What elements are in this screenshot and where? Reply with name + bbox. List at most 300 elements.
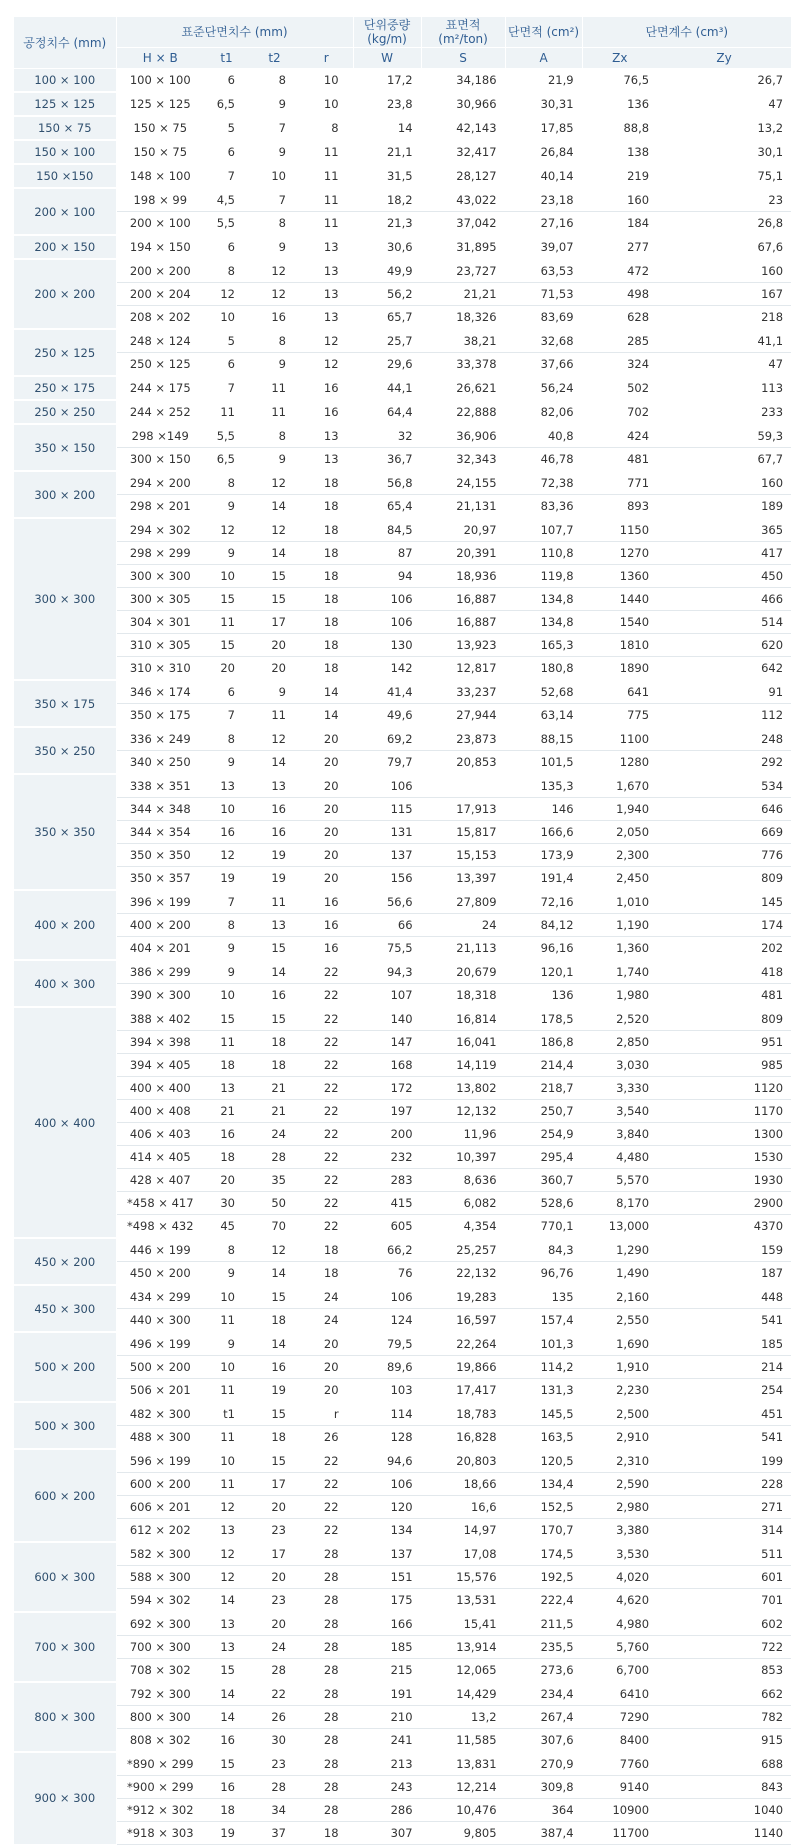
table-body xyxy=(14,69,791,1845)
cell-r: 18 xyxy=(300,1262,353,1286)
cell-a: 192,5 xyxy=(505,1566,582,1589)
cell-r: 16 xyxy=(300,400,353,424)
table-row xyxy=(14,542,791,565)
table-row xyxy=(14,1123,791,1146)
cell-t2: 19 xyxy=(249,867,300,891)
cell-t2: 20 xyxy=(249,1496,300,1519)
cell-w: 172 xyxy=(353,1077,421,1100)
cell-t2: 17 xyxy=(249,1542,300,1566)
cell-t1: 7 xyxy=(204,164,249,188)
cell-t2: 19 xyxy=(249,1379,300,1403)
cell-zy: 233 xyxy=(657,400,791,424)
cell-r: 28 xyxy=(300,1729,353,1753)
cell-w: 142 xyxy=(353,657,421,681)
cell-t1: 13 xyxy=(204,774,249,798)
cell-zy: 228 xyxy=(657,1473,791,1496)
cell-s: 15,41 xyxy=(421,1612,505,1636)
cell-s: 33,378 xyxy=(421,353,505,377)
cell-w: 56,2 xyxy=(353,283,421,306)
cell-a: 84,12 xyxy=(505,914,582,937)
cell-s: 36,906 xyxy=(421,424,505,448)
cell-a: 52,68 xyxy=(505,680,582,704)
cell-t2: 15 xyxy=(249,1285,300,1309)
cell-a: 157,4 xyxy=(505,1309,582,1333)
cell-t1: 10 xyxy=(204,798,249,821)
cell-s: 20,803 xyxy=(421,1449,505,1473)
cell-r: 22 xyxy=(300,960,353,984)
cell-zx: 1540 xyxy=(582,611,657,634)
table-row xyxy=(14,1612,791,1636)
cell-zx: 88,8 xyxy=(582,116,657,140)
cell-r: 24 xyxy=(300,1309,353,1333)
cell-t2: 12 xyxy=(249,471,300,495)
cell-zx: 472 xyxy=(582,259,657,283)
cell-a: 235,5 xyxy=(505,1636,582,1659)
cell-r: 18 xyxy=(300,471,353,495)
cell-zx: 10900 xyxy=(582,1799,657,1822)
table-row xyxy=(14,751,791,775)
cell-s: 13,397 xyxy=(421,867,505,891)
cell-t2: 12 xyxy=(249,518,300,542)
table-row xyxy=(14,798,791,821)
cell-zy: 688 xyxy=(657,1752,791,1776)
cell-t1: 5 xyxy=(204,329,249,353)
cell-hxb: 428 × 407 xyxy=(116,1169,204,1192)
cell-w: 32 xyxy=(353,424,421,448)
cell-zy: 187 xyxy=(657,1262,791,1286)
cell-zy: 67,6 xyxy=(657,235,791,259)
cell-t2: 14 xyxy=(249,542,300,565)
cell-zy: 1040 xyxy=(657,1799,791,1822)
cell-r: 13 xyxy=(300,283,353,306)
table-row xyxy=(14,867,791,891)
cell-t1: 6 xyxy=(204,69,249,93)
cell-zx: 285 xyxy=(582,329,657,353)
cell-t2: 28 xyxy=(249,1659,300,1683)
cell-s: 20,853 xyxy=(421,751,505,775)
cell-s: 11,96 xyxy=(421,1123,505,1146)
cell-t1: 6 xyxy=(204,353,249,377)
cell-w: 151 xyxy=(353,1566,421,1589)
nominal-size-cell: 400 × 200 xyxy=(14,890,116,960)
cell-s: 12,214 xyxy=(421,1776,505,1799)
cell-s: 16,828 xyxy=(421,1426,505,1450)
cell-t2: 9 xyxy=(249,235,300,259)
cell-s: 25,257 xyxy=(421,1238,505,1262)
cell-zx: 3,530 xyxy=(582,1542,657,1566)
cell-w: 197 xyxy=(353,1100,421,1123)
cell-r: 18 xyxy=(300,495,353,519)
cell-hxb: 300 × 300 xyxy=(116,565,204,588)
cell-hxb: 582 × 300 xyxy=(116,1542,204,1566)
cell-t2: 15 xyxy=(249,937,300,961)
cell-t1: 11 xyxy=(204,400,249,424)
cell-zx: 2,850 xyxy=(582,1031,657,1054)
cell-hxb: *458 × 417 xyxy=(116,1192,204,1215)
cell-w: 75,5 xyxy=(353,937,421,961)
cell-hxb: 350 × 175 xyxy=(116,704,204,728)
cell-t2: 9 xyxy=(249,680,300,704)
table-row xyxy=(14,634,791,657)
cell-a: 166,6 xyxy=(505,821,582,844)
table-row xyxy=(14,1426,791,1450)
cell-zy: 13,2 xyxy=(657,116,791,140)
nominal-size-cell: 200 × 100 xyxy=(14,188,116,235)
cell-w: 215 xyxy=(353,1659,421,1683)
cell-zx: 277 xyxy=(582,235,657,259)
cell-zy: 985 xyxy=(657,1054,791,1077)
cell-a: 134,8 xyxy=(505,611,582,634)
cell-t2: 24 xyxy=(249,1636,300,1659)
cell-w: 56,6 xyxy=(353,890,421,914)
cell-a: 152,5 xyxy=(505,1496,582,1519)
cell-t1: 12 xyxy=(204,1496,249,1519)
cell-zy: 701 xyxy=(657,1589,791,1613)
cell-r: 13 xyxy=(300,306,353,330)
cell-s: 27,944 xyxy=(421,704,505,728)
cell-zy: 662 xyxy=(657,1682,791,1706)
cell-t2: 70 xyxy=(249,1215,300,1239)
cell-zx: 2,590 xyxy=(582,1473,657,1496)
nominal-size-cell: 250 × 175 xyxy=(14,376,116,400)
cell-s: 17,08 xyxy=(421,1542,505,1566)
cell-zx: 9140 xyxy=(582,1776,657,1799)
cell-t1: 9 xyxy=(204,937,249,961)
cell-t2: 21 xyxy=(249,1100,300,1123)
cell-r: 22 xyxy=(300,1031,353,1054)
table-row xyxy=(14,400,791,424)
cell-r: 10 xyxy=(300,69,353,93)
cell-r: 14 xyxy=(300,680,353,704)
cell-a: 107,7 xyxy=(505,518,582,542)
cell-a: 214,4 xyxy=(505,1054,582,1077)
cell-r: 13 xyxy=(300,424,353,448)
cell-zy: 646 xyxy=(657,798,791,821)
cell-r: 18 xyxy=(300,565,353,588)
cell-t2: 7 xyxy=(249,116,300,140)
cell-zy: 26,7 xyxy=(657,69,791,93)
cell-s: 32,343 xyxy=(421,448,505,472)
cell-r: 13 xyxy=(300,448,353,472)
cell-r: 20 xyxy=(300,1356,353,1379)
cell-w: 18,2 xyxy=(353,188,421,212)
cell-s: 13,914 xyxy=(421,1636,505,1659)
table-row xyxy=(14,1636,791,1659)
cell-w: 49,9 xyxy=(353,259,421,283)
cell-zy: 809 xyxy=(657,867,791,891)
cell-w: 415 xyxy=(353,1192,421,1215)
table-row xyxy=(14,960,791,984)
subheader-a: A xyxy=(505,48,582,69)
cell-hxb: 692 × 300 xyxy=(116,1612,204,1636)
cell-r: r xyxy=(300,1402,353,1426)
nominal-size-cell: 350 × 175 xyxy=(14,680,116,727)
cell-s: 32,417 xyxy=(421,140,505,164)
cell-t1: 12 xyxy=(204,1542,249,1566)
cell-t2: 11 xyxy=(249,376,300,400)
cell-t1: 16 xyxy=(204,1123,249,1146)
cell-zx: 76,5 xyxy=(582,69,657,93)
cell-s: 14,97 xyxy=(421,1519,505,1543)
cell-a: 114,2 xyxy=(505,1356,582,1379)
cell-w: 131 xyxy=(353,821,421,844)
cell-s: 20,391 xyxy=(421,542,505,565)
cell-zy: 145 xyxy=(657,890,791,914)
cell-a: 360,7 xyxy=(505,1169,582,1192)
cell-hxb: 400 × 408 xyxy=(116,1100,204,1123)
cell-t1: 8 xyxy=(204,471,249,495)
cell-a: 163,5 xyxy=(505,1426,582,1450)
cell-r: 22 xyxy=(300,1215,353,1239)
cell-hxb: 394 × 398 xyxy=(116,1031,204,1054)
cell-zy: 271 xyxy=(657,1496,791,1519)
table-row xyxy=(14,188,791,212)
cell-zx: 2,230 xyxy=(582,1379,657,1403)
cell-zx: 1890 xyxy=(582,657,657,681)
table-row xyxy=(14,164,791,188)
cell-r: 22 xyxy=(300,1519,353,1543)
cell-zy: 620 xyxy=(657,634,791,657)
cell-zy: 1170 xyxy=(657,1100,791,1123)
cell-w: 94,6 xyxy=(353,1449,421,1473)
cell-zx: 184 xyxy=(582,212,657,236)
cell-t2: 30 xyxy=(249,1729,300,1753)
cell-t1: 10 xyxy=(204,1285,249,1309)
cell-hxb: 506 × 201 xyxy=(116,1379,204,1403)
nominal-size-cell: 300 × 300 xyxy=(14,518,116,680)
cell-t1: 12 xyxy=(204,844,249,867)
cell-hxb: 208 × 202 xyxy=(116,306,204,330)
table-row xyxy=(14,1238,791,1262)
cell-w: 66,2 xyxy=(353,1238,421,1262)
cell-w: 106 xyxy=(353,611,421,634)
cell-hxb: 244 × 252 xyxy=(116,400,204,424)
cell-t2: 8 xyxy=(249,329,300,353)
cell-t1: 20 xyxy=(204,657,249,681)
cell-a: 30,31 xyxy=(505,92,582,116)
cell-a: 120,1 xyxy=(505,960,582,984)
cell-t2: 28 xyxy=(249,1776,300,1799)
cell-w: 605 xyxy=(353,1215,421,1239)
cell-w: 87 xyxy=(353,542,421,565)
cell-hxb: 708 × 302 xyxy=(116,1659,204,1683)
table-row xyxy=(14,116,791,140)
cell-t2: 15 xyxy=(249,1449,300,1473)
cell-zx: 3,380 xyxy=(582,1519,657,1543)
cell-hxb: 200 × 200 xyxy=(116,259,204,283)
cell-a: 56,24 xyxy=(505,376,582,400)
cell-zy: 1930 xyxy=(657,1169,791,1192)
cell-t2: 11 xyxy=(249,890,300,914)
cell-zx: 1150 xyxy=(582,518,657,542)
cell-zx: 8,170 xyxy=(582,1192,657,1215)
cell-t1: 16 xyxy=(204,821,249,844)
cell-zy: 534 xyxy=(657,774,791,798)
cell-zx: 2,310 xyxy=(582,1449,657,1473)
cell-s xyxy=(421,774,505,798)
cell-t2: 11 xyxy=(249,704,300,728)
cell-t1: 9 xyxy=(204,1332,249,1356)
table-row xyxy=(14,1192,791,1215)
cell-r: 16 xyxy=(300,937,353,961)
cell-zy: 254 xyxy=(657,1379,791,1403)
cell-a: 23,18 xyxy=(505,188,582,212)
cell-zx: 13,000 xyxy=(582,1215,657,1239)
nominal-size-cell: 350 × 250 xyxy=(14,727,116,774)
cell-r: 18 xyxy=(300,657,353,681)
cell-zx: 2,300 xyxy=(582,844,657,867)
cell-t1: 7 xyxy=(204,890,249,914)
cell-s: 23,873 xyxy=(421,727,505,751)
table-row xyxy=(14,1007,791,1031)
table-row xyxy=(14,611,791,634)
cell-hxb: 298 × 299 xyxy=(116,542,204,565)
cell-r: 28 xyxy=(300,1612,353,1636)
nominal-size-cell: 125 × 125 xyxy=(14,92,116,116)
cell-a: 191,4 xyxy=(505,867,582,891)
table-row xyxy=(14,1215,791,1239)
cell-t2: 8 xyxy=(249,69,300,93)
table-row xyxy=(14,1496,791,1519)
cell-a: 63,14 xyxy=(505,704,582,728)
cell-zx: 1100 xyxy=(582,727,657,751)
cell-r: 28 xyxy=(300,1776,353,1799)
cell-a: 120,5 xyxy=(505,1449,582,1473)
cell-w: 106 xyxy=(353,774,421,798)
cell-t1: 13 xyxy=(204,1077,249,1100)
cell-r: 28 xyxy=(300,1682,353,1706)
cell-zx: 136 xyxy=(582,92,657,116)
cell-hxb: 596 × 199 xyxy=(116,1449,204,1473)
cell-t1: 16 xyxy=(204,1776,249,1799)
cell-t2: 24 xyxy=(249,1123,300,1146)
cell-zx: 1,980 xyxy=(582,984,657,1008)
cell-t2: 13 xyxy=(249,774,300,798)
cell-hxb: *498 × 432 xyxy=(116,1215,204,1239)
cell-w: 17,2 xyxy=(353,69,421,93)
cell-r: 18 xyxy=(300,542,353,565)
table-row xyxy=(14,518,791,542)
cell-t1: 18 xyxy=(204,1054,249,1077)
cell-zy: 160 xyxy=(657,471,791,495)
cell-w: 232 xyxy=(353,1146,421,1169)
table-row xyxy=(14,1799,791,1822)
cell-s: 15,576 xyxy=(421,1566,505,1589)
cell-zy: 809 xyxy=(657,1007,791,1031)
cell-t1: 9 xyxy=(204,542,249,565)
cell-w: 89,6 xyxy=(353,1356,421,1379)
cell-w: 147 xyxy=(353,1031,421,1054)
cell-t1: 4,5 xyxy=(204,188,249,212)
cell-t2: 9 xyxy=(249,353,300,377)
cell-zy: 174 xyxy=(657,914,791,937)
cell-t1: 19 xyxy=(204,1822,249,1845)
cell-a: 295,4 xyxy=(505,1146,582,1169)
cell-w: 134 xyxy=(353,1519,421,1543)
cell-s: 31,895 xyxy=(421,235,505,259)
table-row xyxy=(14,1706,791,1729)
cell-hxb: 400 × 200 xyxy=(116,914,204,937)
cell-zy: 292 xyxy=(657,751,791,775)
cell-t2: 18 xyxy=(249,1054,300,1077)
cell-a: 27,16 xyxy=(505,212,582,236)
cell-zy: 541 xyxy=(657,1426,791,1450)
cell-zy: 91 xyxy=(657,680,791,704)
nominal-size-cell: 150 ×150 xyxy=(14,164,116,188)
cell-zy: 248 xyxy=(657,727,791,751)
cell-r: 20 xyxy=(300,774,353,798)
cell-w: 106 xyxy=(353,588,421,611)
cell-hxb: 150 × 75 xyxy=(116,116,204,140)
header-unit-weight-line2: (kg/m) xyxy=(367,32,407,46)
cell-w: 200 xyxy=(353,1123,421,1146)
cell-t2: 18 xyxy=(249,1031,300,1054)
cell-w: 191 xyxy=(353,1682,421,1706)
table-row xyxy=(14,844,791,867)
cell-zx: 4,020 xyxy=(582,1566,657,1589)
cell-t2: 16 xyxy=(249,984,300,1008)
cell-zx: 424 xyxy=(582,424,657,448)
cell-s: 10,476 xyxy=(421,1799,505,1822)
cell-hxb: 200 × 204 xyxy=(116,283,204,306)
cell-t2: 14 xyxy=(249,1332,300,1356)
cell-t1: 9 xyxy=(204,495,249,519)
cell-a: 101,5 xyxy=(505,751,582,775)
cell-t1: 7 xyxy=(204,376,249,400)
h-beam-spec-table-container xyxy=(14,17,791,1846)
cell-a: 32,68 xyxy=(505,329,582,353)
cell-zy: 189 xyxy=(657,495,791,519)
cell-t2: 10 xyxy=(249,164,300,188)
cell-s: 13,802 xyxy=(421,1077,505,1100)
cell-t1: 6,5 xyxy=(204,448,249,472)
cell-t1: 5 xyxy=(204,116,249,140)
cell-zx: 2,450 xyxy=(582,867,657,891)
cell-w: 44,1 xyxy=(353,376,421,400)
table-row xyxy=(14,1659,791,1683)
cell-r: 20 xyxy=(300,751,353,775)
cell-t1: 13 xyxy=(204,1636,249,1659)
cell-t1: 15 xyxy=(204,1007,249,1031)
cell-r: 22 xyxy=(300,1496,353,1519)
cell-t1: 11 xyxy=(204,1309,249,1333)
cell-hxb: *912 × 302 xyxy=(116,1799,204,1822)
table-row xyxy=(14,727,791,751)
cell-hxb: 700 × 300 xyxy=(116,1636,204,1659)
cell-r: 28 xyxy=(300,1659,353,1683)
table-row xyxy=(14,448,791,472)
cell-a: 270,9 xyxy=(505,1752,582,1776)
cell-a: 218,7 xyxy=(505,1077,582,1100)
cell-a: 88,15 xyxy=(505,727,582,751)
cell-r: 16 xyxy=(300,914,353,937)
cell-zy: 47 xyxy=(657,92,791,116)
cell-a: 364 xyxy=(505,1799,582,1822)
nominal-size-cell: 250 × 250 xyxy=(14,400,116,424)
cell-s: 14,429 xyxy=(421,1682,505,1706)
cell-hxb: 294 × 200 xyxy=(116,471,204,495)
cell-a: 170,7 xyxy=(505,1519,582,1543)
cell-zx: 7760 xyxy=(582,1752,657,1776)
cell-zx: 502 xyxy=(582,376,657,400)
cell-zy: 26,8 xyxy=(657,212,791,236)
cell-t2: 35 xyxy=(249,1169,300,1192)
cell-zx: 1,290 xyxy=(582,1238,657,1262)
cell-r: 22 xyxy=(300,1007,353,1031)
cell-w: 21,1 xyxy=(353,140,421,164)
cell-t2: 15 xyxy=(249,1402,300,1426)
cell-a: 17,85 xyxy=(505,116,582,140)
